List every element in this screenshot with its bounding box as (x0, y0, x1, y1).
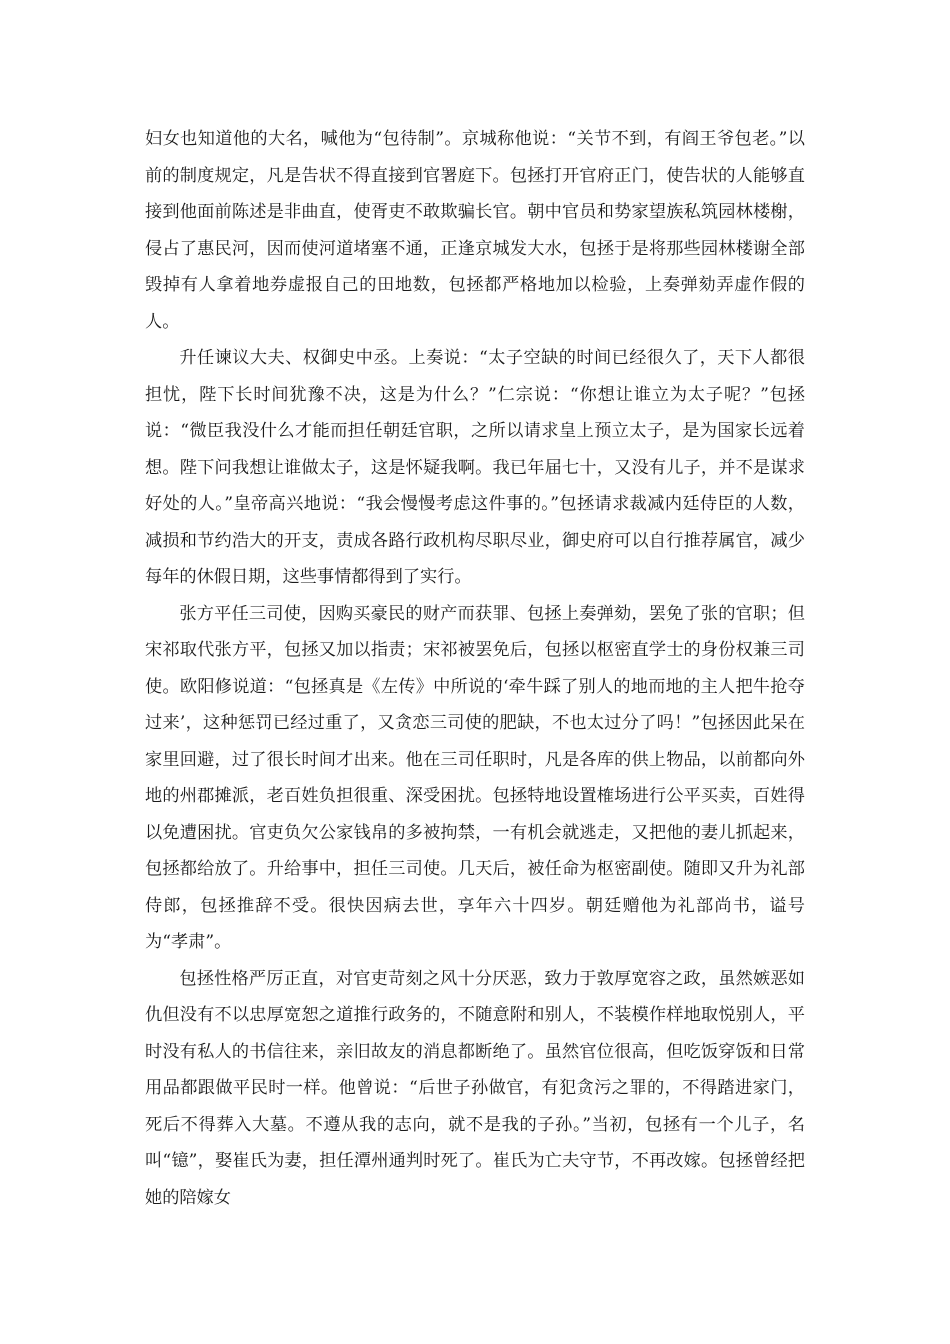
paragraph-3: 张方平任三司使，因购买豪民的财产而获罪、包拯上奏弹劾，罢免了张的官职；但宋祁取代张方平，包拯又加以指责；宋祁被罢免后，包拯以枢密直学士的身份权兼三司使。欧阳修说道：“包拯真是《左传》中所说的‘牵牛踩了别人的地而地的主人把牛抢夺过来’，这种惩罚已经过重了，又贪恋三司使的肥缺，不也太过分了吗！”包拯因此呆在家里回避，过了很长时间才出来。他在三司任职时，凡是各库的供上物品，以前都向外地的州郡摊派，老百姓负担很重、深受困扰。包拯特地设置榷场进行公平买卖，百姓得以免遭困扰。官吏负欠公家钱帛的多被拘禁，一有机会就逃走，又把他的妻儿抓起来，包拯都给放了。升给事中，担任三司使。几天后，被任命为枢密副使。随即又升为礼部侍郎，包拯推辞不受。很快因病去世，享年六十四岁。朝廷赠他为礼部尚书，谥号为“孝肃”。 (145, 603, 805, 952)
document-body (145, 121, 805, 1216)
paragraph-2: 升任谏议大夫、权御史中丞。上奏说：“太子空缺的时间已经很久了，天下人都很担忧，陛下长时间犹豫不决，这是为什么？”仁宗说：“你想让谁立为太子呢？”包拯说：“微臣我没什么才能而担任朝廷官职，之所以请求皇上预立太子，是为国家长远着想。陛下问我想让谁做太子，这是怀疑我啊。我已年届七十，又没有儿子，并不是谋求好处的人。”皇帝高兴地说：“我会慢慢考虑这件事的。”包拯请求裁减内廷侍臣的人数，减损和节约浩大的开支，责成各路行政机构尽职尽业，御史府可以自行推荐属官，减少每年的休假日期，这些事情都得到了实行。 (145, 348, 805, 587)
paragraph-1: 妇女也知道他的大名，喊他为“包待制”。京城称他说：“关节不到，有阎王爷包老。”以前的制度规定，凡是告状不得直接到官署庭下。包拯打开官府正门，使告状的人能够直接到他面前陈述是非曲直，使胥吏不敢欺骗长官。朝中官员和势家望族私筑园林楼榭，侵占了惠民河，因而使河道堵塞不通，正逢京城发大水，包拯于是将那些园林楼谢全部毁掉有人拿着地券虚报自己的田地数，包拯都严格地加以检验，上奏弹劾弄虚作假的人。 (145, 129, 805, 332)
paragraph-4: 包拯性格严厉正直，对官吏苛刻之风十分厌恶，致力于敦厚宽容之政，虽然嫉恶如仇但没有不以忠厚宽恕之道推行政务的，不随意附和别人，不装模作样地取悦别人，平时没有私人的书信往来，亲旧故友的消息都断绝了。虽然官位很高，但吃饭穿饭和日常用品都跟做平民时一样。他曾说：“后世子孙做官，有犯贪污之罪的，不得踏进家门，死后不得葬入大墓。不遵从我的志向，就不是我的子孙。”当初，包拯有一个儿子，名叫“镱”，娶崔氏为妻，担任潭州通判时死了。崔氏为亡夫守节，不再改嫁。包拯曾经把她的陪嫁女 (145, 968, 805, 1208)
